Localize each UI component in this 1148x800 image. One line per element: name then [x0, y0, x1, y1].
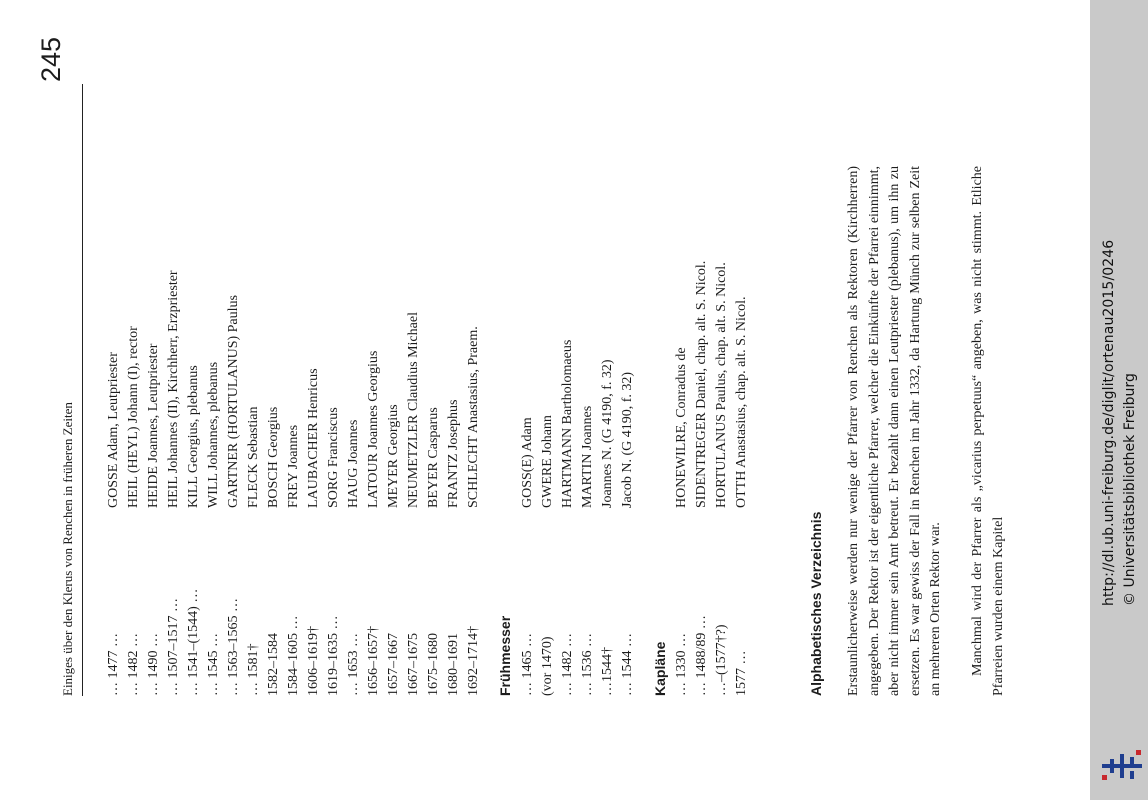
list-item-name: SIDENTREGER Daniel, chap. alt. S. Nicol. [694, 260, 709, 508]
list-item-name: NEUMETZLER Claudius Michael [406, 312, 421, 508]
list-item-name: MARTIN Joannes [580, 405, 595, 508]
list-item-date: … 1330 … [674, 633, 689, 696]
list-item-name: FRANTZ Josephus [446, 399, 461, 508]
section-heading-kaplaene: Kapläne [652, 641, 668, 696]
list-item-date: … 1653 … [346, 633, 361, 696]
list-item-date: 1667–1675 [406, 633, 421, 696]
list-item-name: GOSSE Adam, Leutpriester [106, 352, 121, 508]
list-item-date: … 1563–1565 … [226, 598, 241, 696]
list-item-date: (vor 1470) [540, 636, 555, 696]
list-item-name: FLECK Sebastian [246, 406, 261, 508]
list-item-name: KILL Georgius, plebanus [186, 365, 201, 508]
list-item-date: …–(1577†?) [714, 624, 729, 696]
list-item-name: HAUG Joannes [346, 419, 361, 508]
running-title: Einiges über den Klerus von Renchen in früheren Zeiten [60, 402, 75, 696]
list-item-date: … 1488/89 … [694, 615, 709, 696]
logo-bar [1110, 759, 1114, 773]
logo-bar [1120, 754, 1124, 778]
list-item-name: BEYER Casparus [426, 407, 441, 508]
list-item-name: FREY Joannes [286, 424, 301, 508]
list-item-name: GWERE Johann [540, 415, 555, 508]
list-item-date: … 1477 … [106, 633, 121, 696]
source-url-link[interactable]: http://dl.ub.uni-freiburg.de/diglit/ortenau2015/0246 [1101, 239, 1117, 606]
body-paragraph: Manchmal wird der Pfarrer als „vicarius perpetuus“ angeben, was nicht stimmt. Etliche Pfarreien wurden einem Kapitel [970, 166, 1006, 696]
body-paragraph: Erstaunlicherweise werden nur wenige der Pfarrer von Renchen als Rektoren (Kirchherren) angegeben. Der Rektor ist der eigentliche Pfarrer, welcher die Einkünfte der Pfarrei einnimmt, aber nicht immer sein Amt betreut. Er bezahlt dann einen Leutpriester (plebanus), um ihn zu ersetzen. Es war gewiss der Fall in Renchen im Jahr 1332, da Hartung Münch zur selben Zeit an mehreren Orten Rektor war. [846, 166, 943, 696]
list-item-date: … 1465 … [520, 633, 535, 696]
list-item-name: BOSCH Georgius [266, 406, 281, 508]
list-item-name: HEIL Johannes (II), Kirchherr, Erzpriester [166, 270, 181, 508]
list-item-date: 1584–1605 … [286, 615, 301, 696]
section-heading-fruehmesser: Frühmesser [497, 615, 513, 696]
list-item-date: 1582–1584 [266, 633, 281, 696]
list-item-name: HEIDE Joannes, Leutpriester [146, 343, 161, 508]
list-item-name: HEIL (HEYL) Johann (I), rector [126, 326, 141, 508]
ub-freiburg-logo-icon [1100, 748, 1144, 784]
list-item-date: … 1536 … [580, 633, 595, 696]
list-item-date: … 1482 … [126, 633, 141, 696]
list-item-date: …1544† [600, 647, 615, 696]
list-item-name: HORTULANUS Paulus, chap. alt. S. Nicol. [714, 262, 729, 508]
list-item-date: … 1581† [246, 643, 261, 696]
list-item-date: 1692–1714† [466, 626, 481, 696]
list-item-date: … 1541–(1544) … [186, 588, 201, 696]
logo-accent [1102, 775, 1107, 780]
list-item-name: LATOUR Joannes Georgius [366, 350, 381, 508]
list-item-name: SORG Franciscus [326, 407, 341, 508]
list-item-date: 1656–1657† [366, 626, 381, 696]
list-item-date: … 1545 … [206, 633, 221, 696]
list-item-name: WILL Johannes, plebanus [206, 361, 221, 508]
list-item-name: HARTMANN Bartholomaeus [560, 339, 575, 508]
copyright-note: © Universitätsbibliothek Freiburg [1122, 373, 1138, 606]
list-item-date: … 1482 … [560, 633, 575, 696]
list-item-name: GOSS(E) Adam [520, 417, 535, 508]
list-item-name: LAUBACHER Henricus [306, 368, 321, 508]
list-item-date: 1657–1667 [386, 633, 401, 696]
list-item-name: MEYER Georgius [386, 404, 401, 508]
list-item-date: 1619–1635 … [326, 615, 341, 696]
page-number: 245 [36, 36, 66, 82]
list-item-date: … 1544 … [620, 633, 635, 696]
section-heading-alphabetisch: Alphabetisches Verzeichnis [808, 511, 824, 696]
list-item-name: Jacob N. (G 4190, f. 32) [620, 371, 635, 508]
logo-bar [1130, 757, 1134, 767]
list-item-date: 1606–1619† [306, 626, 321, 696]
list-item-name: HONEWILRE, Conradus de [674, 347, 689, 508]
list-item-name: SCHLECHT Anastasius, Praem. [466, 326, 481, 508]
list-item-date: … 1507–1517 … [166, 598, 181, 696]
list-item-name: Joannes N. (G 4190, f. 32) [600, 359, 615, 508]
list-item-name: GARTNER (HORTULANUS) Paulus [226, 295, 241, 508]
list-item-date: 1680–1691 [446, 633, 461, 696]
list-item-name: OTTH Anastasius, chap. alt. S. Nicol. [734, 296, 749, 508]
header-rule [82, 84, 83, 696]
list-item-date: … 1490 … [146, 633, 161, 696]
sidebar-text-block [1090, 0, 1148, 800]
list-item-date: 1577 … [734, 650, 749, 696]
logo-accent [1136, 750, 1141, 755]
sidebar [1090, 0, 1148, 800]
logo-bar [1130, 771, 1134, 779]
list-item-date: 1675–1680 [426, 633, 441, 696]
